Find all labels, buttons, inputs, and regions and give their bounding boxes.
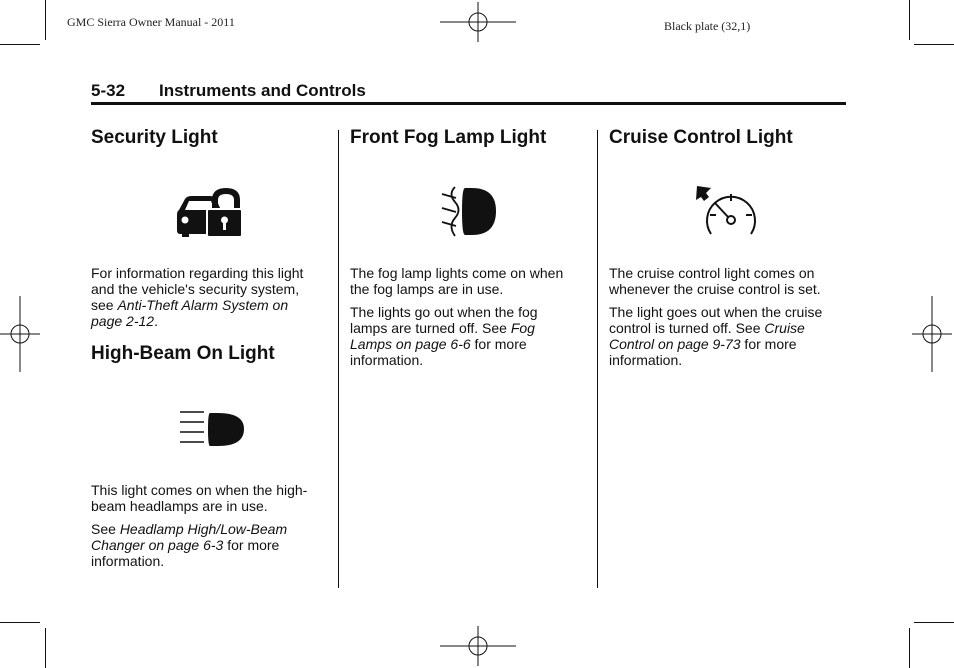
- high-beam-text-pre: See: [91, 521, 120, 537]
- fog-text-pre: The lights go out when the fog lamps are turned off. See: [350, 304, 538, 336]
- high-beam-paragraph-2: [91, 521, 319, 569]
- highbeam-section: [91, 343, 319, 365]
- manual-title: GMC Sierra Owner Manual - 2011: [67, 15, 235, 29]
- high-beam-heading: High-Beam On Light: [91, 343, 275, 364]
- highbeam-text: [91, 482, 319, 576]
- crop-mark: [0, 44, 40, 45]
- registration-mark-icon: [0, 296, 40, 372]
- cruise-reference-link[interactable]: Cruise Control on page 9-73: [609, 320, 805, 352]
- crop-mark: [909, 0, 910, 40]
- high-beam-paragraph-1: This light comes on when the high-beam headlamps are in use.: [91, 482, 308, 514]
- crop-mark: [45, 628, 46, 668]
- crop-mark: [0, 622, 40, 623]
- fog-text-post: for more information.: [350, 336, 527, 368]
- high-beam-text-post: for more information.: [91, 537, 280, 569]
- crop-mark: [909, 628, 910, 668]
- fog-text: [350, 265, 578, 375]
- header-rule: [91, 102, 846, 105]
- registration-mark-icon: [912, 296, 952, 372]
- high-beam-icon: [178, 409, 246, 451]
- column-divider: [338, 130, 339, 588]
- cruise-text-pre: The light goes out when the cruise control is turned off. See: [609, 304, 823, 336]
- security-paragraph: [91, 265, 319, 329]
- security-text-pre: For information regarding this light and the vehicle's security system, see: [91, 265, 304, 313]
- front-fog-lamp-icon: [438, 184, 500, 240]
- crop-mark: [914, 44, 954, 45]
- plate-label: Black plate (32,1): [664, 19, 751, 33]
- registration-mark-icon: [440, 2, 516, 42]
- security-text-post: .: [154, 313, 158, 329]
- crop-mark: [914, 622, 954, 623]
- crop-mark: [45, 0, 46, 40]
- security-light-heading: Security Light: [91, 127, 218, 148]
- page-number: 5-32: [91, 81, 126, 100]
- cruise-control-heading: Cruise Control Light: [609, 127, 793, 148]
- column-right: [609, 127, 837, 149]
- security-lock-car-icon: [176, 186, 242, 238]
- cruise-paragraph-1: The cruise control light comes on whenever the cruise control is set.: [609, 265, 821, 297]
- fog-lamp-heading: Front Fog Lamp Light: [350, 127, 547, 148]
- section-title: Instruments and Controls: [159, 81, 366, 100]
- cruise-text-post: for more information.: [609, 336, 797, 368]
- column-left: [91, 127, 319, 149]
- security-reference-link[interactable]: Anti-Theft Alarm System on page 2-12: [91, 297, 289, 329]
- cruise-control-speedometer-icon: [694, 184, 760, 242]
- fog-reference-link[interactable]: Fog Lamps on page 6-6: [350, 320, 535, 352]
- cruise-paragraph-2: [609, 304, 837, 368]
- fog-paragraph-2: [350, 304, 578, 368]
- registration-mark-icon: [440, 626, 516, 666]
- high-beam-reference-link[interactable]: Headlamp High/Low-Beam Changer on page 6-3: [91, 521, 288, 553]
- column-divider: [597, 130, 598, 588]
- column-middle: [350, 127, 578, 149]
- cruise-text: [609, 265, 837, 375]
- fog-paragraph-1: The fog lamp lights come on when the fog lamps are in use.: [350, 265, 564, 297]
- security-text: [91, 265, 319, 336]
